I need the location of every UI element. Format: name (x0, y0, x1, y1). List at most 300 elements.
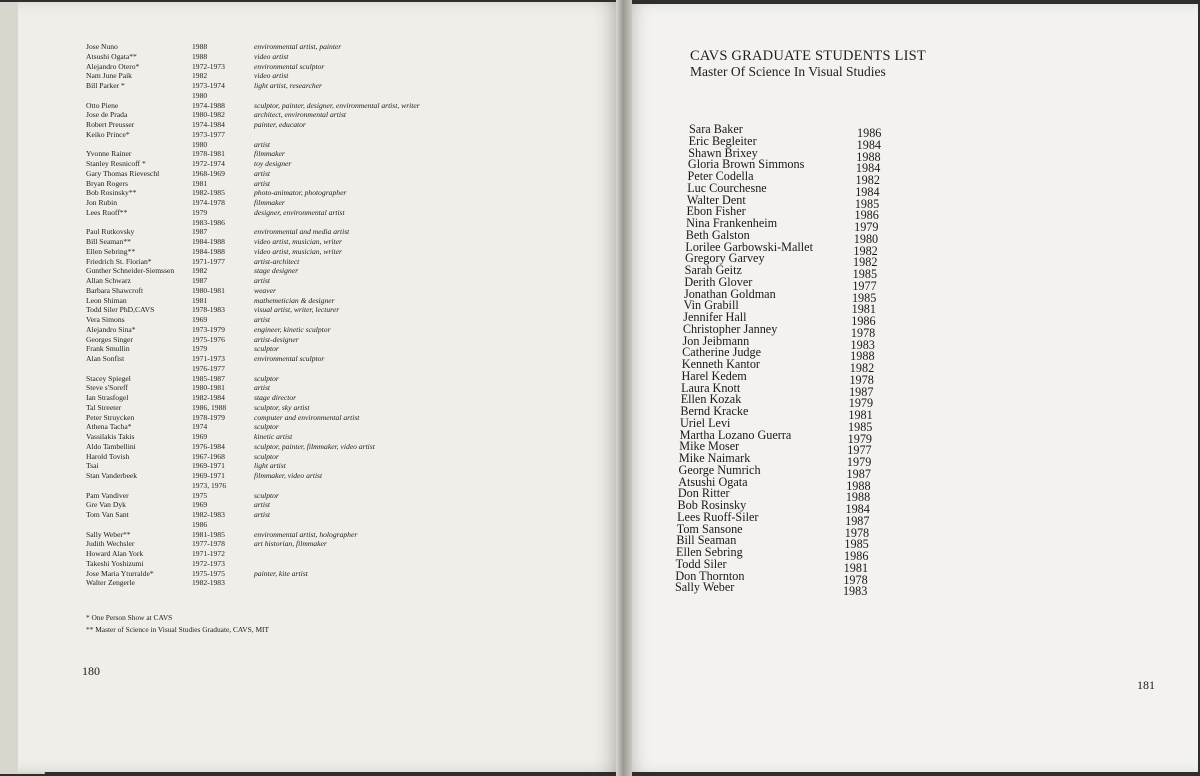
artist-name: Gunther Schneider-Siemssen (86, 266, 175, 276)
artist-entry (86, 130, 606, 140)
page-subtitle: Master Of Science In Visual Studies (690, 64, 886, 79)
artist-entry (86, 403, 606, 413)
student-name: Bob Rosinsky (677, 498, 747, 512)
artist-years: 1975-1976 (192, 334, 225, 344)
artist-description: art historian, filmmaker (254, 539, 327, 549)
artist-name: Bob Rosinsky** (86, 188, 137, 198)
artist-description: painter, educator (254, 120, 306, 129)
student-name: Mike Moser (679, 439, 740, 454)
artist-name: Steve s'Soreff (86, 383, 128, 393)
artist-description: environmental and media artist (254, 227, 350, 237)
student-name: Gloria Brown Simmons (687, 157, 805, 172)
artist-years: 1971-1977 (192, 256, 225, 266)
artist-description: stage director (254, 393, 297, 402)
artist-name: Alan Sonfist (86, 354, 125, 363)
artist-years: 1971-1972 (192, 549, 225, 558)
artist-name: Leon Shiman (86, 295, 127, 305)
artist-years: 1974 (192, 422, 208, 432)
artist-entry (86, 383, 606, 393)
artist-name: Bill Seaman** (86, 237, 131, 246)
artist-entry (86, 120, 606, 130)
footnote-msvs-graduate: ** Master of Science in Visual Studies Graduate, CAVS, MIT (86, 625, 269, 634)
artist-description: artist-designer (254, 334, 299, 344)
artist-name: Tal Streeter (86, 402, 122, 412)
artist-description: video artist, musician, writer (254, 246, 342, 256)
student-name: Ellen Sebring (676, 545, 743, 559)
artist-entry (86, 110, 606, 120)
artist-description: artist (254, 139, 271, 149)
student-name: Ellen Kozak (680, 392, 742, 407)
student-year: 1987 (846, 466, 871, 481)
artist-years: 1982 (192, 71, 208, 81)
artist-years: 1979 (192, 207, 208, 217)
artist-name: Ian Strasfogel (86, 393, 129, 402)
footnote-one-person-show: * One Person Show at CAVS (86, 613, 173, 622)
artist-name: Gre Van Dyk (86, 500, 126, 510)
student-name: Vin Grabill (683, 298, 739, 313)
student-name: Walter Dent (686, 192, 746, 207)
artist-entry (86, 237, 606, 247)
student-year: 1988 (856, 149, 881, 164)
student-year: 1982 (853, 255, 878, 270)
artist-years: 1974-1988 (192, 100, 225, 110)
artist-years: 1980 (192, 90, 208, 100)
artist-years: 1981 (192, 295, 208, 305)
artist-years: 1968-1969 (192, 168, 225, 178)
artist-years: 1978-1983 (192, 305, 225, 315)
student-year: 1982 (855, 173, 880, 187)
artist-entry (86, 305, 606, 315)
student-name: George Numrich (678, 462, 761, 477)
artist-entry (86, 461, 606, 471)
artist-entry (86, 452, 606, 462)
student-year: 1978 (850, 325, 876, 340)
student-year: 1987 (849, 384, 874, 399)
artist-name: Howard Alan York (86, 549, 144, 558)
student-year: 1977 (852, 278, 877, 293)
artist-years: 1985-1987 (192, 373, 225, 383)
artist-description: sculptor, painter, designer, environmental artist, writer (254, 100, 420, 110)
artist-description: artist (254, 276, 271, 285)
student-year: 1979 (854, 220, 879, 234)
artist-entry (86, 296, 606, 306)
artist-name: Sally Weber** (86, 529, 131, 539)
artist-name: Otto Piene (86, 100, 119, 110)
artist-name: Yvonne Rainer (86, 149, 132, 159)
artist-entry (86, 247, 606, 257)
artist-years: 1980 (192, 139, 208, 149)
artist-name: Peter Struycken (86, 412, 135, 422)
student-year: 1985 (854, 196, 880, 211)
artist-description: visual artist, writer, lecturer (254, 305, 340, 315)
artist-name: Nam June Paik (86, 71, 132, 81)
student-year: 1978 (843, 572, 868, 587)
artist-years: 1976-1984 (192, 441, 225, 451)
student-name: Bill Seaman (676, 533, 737, 548)
artist-years: 1980-1982 (192, 110, 225, 120)
artist-name: Barbara Shawcroft (86, 285, 144, 295)
student-year: 1981 (848, 408, 873, 422)
artist-entry (86, 188, 606, 198)
student-name: Todd Siler (675, 556, 727, 571)
artist-name: Lees Ruoff** (86, 207, 128, 217)
artist-name: Aldo Tambellini (86, 441, 136, 451)
title-block (690, 48, 926, 79)
artist-years: 1969 (192, 500, 208, 510)
student-name: Bernd Kracke (680, 404, 749, 418)
artist-entry (86, 101, 606, 111)
artist-description: sculptor, sky artist (254, 402, 310, 412)
artist-entry (86, 257, 606, 267)
artist-entry (86, 422, 606, 432)
artist-entry (86, 218, 606, 228)
student-name: Jennifer Hall (683, 310, 747, 324)
artist-entry (86, 42, 606, 52)
artist-name: Stan Vanderbeek (86, 471, 138, 480)
student-name: Lorilee Garbowski-Mallet (685, 239, 813, 254)
artist-entry (86, 179, 606, 189)
artist-entry (86, 149, 606, 159)
student-name: Don Thornton (675, 568, 745, 583)
artist-list (86, 42, 606, 588)
artist-years: 1982-1985 (192, 188, 225, 198)
student-name: Peter Codella (687, 169, 754, 183)
student-year: 1981 (843, 560, 869, 575)
artist-entry (86, 276, 606, 286)
artist-description: artist (254, 500, 271, 510)
artist-description: video artist, musician, writer (254, 237, 342, 246)
artist-entry (86, 62, 606, 72)
artist-description: video artist (254, 51, 289, 61)
artist-description: weaver (254, 285, 276, 295)
student-year: 1978 (849, 372, 874, 387)
artist-name: Alejandro Sina* (86, 324, 136, 334)
artist-name: Takeshi Yoshizumi (86, 558, 144, 568)
artist-years: 1983-1986 (192, 217, 225, 227)
artist-description: toy designer (254, 159, 292, 168)
artist-name: Gary Thomas Rieveschl (86, 168, 160, 178)
artist-name: Robert Preusser (86, 120, 135, 129)
student-year: 1986 (854, 208, 879, 223)
artist-description: designer, environmental artist (254, 207, 345, 217)
artist-description: environmental sculptor (254, 354, 325, 363)
artist-years: 1980-1981 (192, 383, 225, 393)
student-name: Sally Weber (674, 580, 735, 595)
artist-years: 1969 (192, 432, 208, 441)
artist-description: computer and environmental artist (254, 412, 360, 422)
student-name: Kenneth Kantor (681, 357, 760, 371)
artist-years: 1972-1973 (192, 558, 225, 568)
student-year: 1982 (853, 243, 878, 258)
artist-description: sculptor (254, 451, 279, 461)
artist-years: 1973-1974 (192, 81, 225, 90)
student-year: 1980 (853, 231, 879, 246)
artist-description: sculptor, painter, filmmaker, video artist (254, 441, 375, 451)
artist-name: Frank Smullin (86, 344, 130, 354)
artist-description: light artist, researcher (254, 81, 322, 90)
artist-name: Vera Simons (86, 315, 125, 324)
artist-description: kinetic artist (254, 432, 293, 441)
artist-years: 1982-1984 (192, 393, 225, 402)
artist-entry (86, 520, 606, 530)
artist-description: video artist (254, 71, 289, 81)
student-year: 1979 (846, 455, 872, 469)
artist-description: artist (254, 168, 271, 178)
artist-years: 1973, 1976 (192, 480, 227, 490)
student-year: 1984 (855, 161, 881, 176)
artist-name: Atsushi Ogata** (86, 51, 137, 61)
artist-name: Pam Vandiver (86, 490, 129, 500)
artist-years: 1987 (192, 227, 208, 237)
artist-description: sculptor (254, 373, 279, 383)
artist-description: stage designer (254, 266, 299, 276)
artist-entry (86, 510, 606, 520)
artist-description: light artist (254, 461, 286, 471)
student-year: 1985 (851, 290, 877, 305)
artist-entry (86, 227, 606, 237)
artist-entry (86, 471, 606, 481)
artist-description: artist (254, 315, 271, 324)
artist-description: artist-architect (254, 256, 300, 266)
student-year: 1983 (842, 584, 868, 599)
page-number-right: 181 (1137, 678, 1155, 692)
student-year: 1988 (850, 349, 875, 364)
page-number-left: 180 (82, 664, 100, 678)
student-year: 1984 (856, 137, 881, 152)
artist-entry (86, 374, 606, 384)
artist-years: 1982-1983 (192, 510, 225, 519)
artist-name: Alejandro Otero* (86, 61, 140, 71)
artist-entry (86, 549, 606, 559)
artist-description: sculptor (254, 490, 279, 500)
artist-entry (86, 71, 606, 81)
artist-name: Athena Tacha* (86, 422, 132, 432)
student-name: Christopher Janney (682, 321, 778, 336)
artist-entry (86, 491, 606, 501)
artist-entry (86, 354, 606, 364)
student-year: 1981 (851, 302, 876, 317)
artist-description: architect, environmental artist (254, 110, 347, 120)
artist-description: artist (254, 178, 271, 188)
student-name: Sara Baker (689, 122, 743, 136)
artist-name: Jon Rubin (86, 198, 118, 207)
artist-years: 1988 (192, 42, 208, 51)
artist-name: Georges Singer (86, 334, 133, 344)
artist-years: 1971-1973 (192, 354, 225, 363)
artist-description: artist (254, 383, 271, 393)
artist-years: 1977-1978 (192, 539, 225, 549)
student-name: Atsushi Ogata (678, 474, 748, 489)
artist-years: 1986 (192, 519, 208, 529)
student-name: Eric Begleiter (688, 133, 757, 148)
artist-years: 1984-1988 (192, 237, 225, 246)
artist-entry (86, 286, 606, 296)
artist-entry (86, 344, 606, 354)
artist-entry (86, 432, 606, 442)
artist-name: Jose Maria Yturralde* (86, 568, 154, 578)
artist-name: Judith Wechsler (86, 539, 135, 549)
artist-name: Allan Schwarz (86, 276, 131, 285)
artist-years: 1981 (192, 178, 208, 188)
artist-description: filmmaker (254, 198, 285, 207)
artist-entry (86, 393, 606, 403)
student-name: Shawn Brixey (688, 145, 758, 160)
student-year: 1985 (852, 267, 878, 281)
artist-description: painter, kite artist (254, 568, 308, 578)
artist-name: Tsai (86, 461, 99, 471)
student-name: Uriel Levi (680, 415, 731, 430)
student-year: 1988 (846, 478, 871, 493)
artist-years: 1975 (192, 490, 208, 500)
artist-description: environmental sculptor (254, 61, 325, 71)
student-name: Jonathan Goldman (683, 286, 776, 301)
student-year: 1979 (847, 431, 872, 446)
artist-entry (86, 442, 606, 452)
student-year: 1988 (845, 490, 871, 505)
artist-entry (86, 315, 606, 325)
artist-years: 1969-1971 (192, 471, 225, 480)
artist-description: filmmaker (254, 149, 285, 159)
artist-entry (86, 578, 606, 588)
artist-description: mathemetician & designer (254, 295, 335, 305)
artist-name: Walter Zengerle (86, 578, 135, 588)
artist-name: Paul Rutkovsky (86, 227, 135, 237)
student-name: Gregory Garvey (685, 251, 765, 266)
student-name: Nina Frankenheim (686, 216, 778, 230)
student-name: Mike Naimark (678, 451, 751, 465)
artist-description: artist (254, 510, 271, 519)
student-year: 1986 (844, 549, 869, 563)
artist-name: Jose de Prada (86, 110, 128, 120)
artist-description: filmmaker, video artist (254, 471, 323, 480)
student-name: Beth Galston (685, 227, 750, 242)
artist-entry (86, 169, 606, 179)
artist-name: Ellen Sebring** (86, 246, 136, 256)
student-name: Derith Glover (684, 274, 753, 289)
artist-name: Stacey Spiegel (86, 373, 131, 383)
artist-years: 1986, 1988 (192, 402, 227, 412)
student-name: Jon Jeibmann (682, 333, 750, 348)
artist-description: photo-animator, photographer (254, 188, 347, 198)
right-page (624, 4, 1198, 772)
artist-entry (86, 198, 606, 208)
artist-entry (86, 140, 606, 150)
artist-years: 1969-1971 (192, 461, 225, 471)
artist-years: 1974-1984 (192, 120, 225, 129)
student-name: Catherine Judge (682, 345, 762, 360)
artist-description: sculptor (254, 422, 279, 432)
student-year: 1985 (848, 419, 873, 434)
artist-entry (86, 159, 606, 169)
artist-years: 1988 (192, 51, 208, 61)
artist-name: Keiko Prince* (86, 129, 130, 139)
artist-name: Friedrich St. Florian* (86, 256, 152, 266)
student-year: 1986 (851, 314, 876, 328)
artist-name: Bryan Rogers (86, 178, 128, 188)
artist-years: 1975-1975 (192, 568, 225, 578)
artist-name: Vassilakis Takis (86, 432, 135, 441)
artist-entry (86, 500, 606, 510)
artist-description: engineer, kinetic sculptor (254, 324, 331, 334)
artist-entry (86, 539, 606, 549)
artist-entry (86, 569, 606, 579)
artist-years: 1984-1988 (192, 246, 225, 256)
artist-description: environmental artist, holographer (254, 529, 358, 539)
artist-entry (86, 413, 606, 423)
student-name: Luc Courchesne (687, 180, 767, 195)
artist-entry (86, 530, 606, 540)
student-year: 1985 (844, 537, 869, 552)
artist-entry (86, 364, 606, 374)
student-year: 1978 (844, 525, 870, 540)
artist-name: Stanley Resnicoff * (86, 159, 146, 168)
artist-entry (86, 208, 606, 218)
artist-years: 1982-1983 (192, 578, 225, 588)
artist-entry (86, 91, 606, 101)
artist-years: 1981-1985 (192, 529, 225, 539)
artist-entry (86, 481, 606, 491)
artist-years: 1987 (192, 276, 208, 285)
student-name: Martha Lozano Guerra (679, 427, 792, 442)
artist-entry (86, 52, 606, 62)
student-year: 1977 (847, 443, 872, 458)
student-name: Sarah Geitz (684, 263, 742, 277)
student-year: 1983 (850, 337, 875, 352)
student-year: 1979 (848, 396, 874, 411)
artist-name: Todd Siler PhD,CAVS (86, 305, 155, 315)
page-title: CAVS GRADUATE STUDENTS LIST (690, 48, 926, 64)
student-year: 1982 (849, 361, 875, 375)
artist-entry (86, 335, 606, 345)
artist-entry (86, 325, 606, 335)
artist-name: Harold Tovish (86, 451, 130, 461)
student-name: Don Ritter (677, 486, 730, 501)
student-name: Ebon Fisher (686, 204, 746, 219)
student-year: 1986 (857, 126, 882, 140)
student-year: 1987 (845, 513, 870, 528)
artist-years: 1980-1981 (192, 285, 225, 295)
student-year: 1984 (845, 502, 870, 516)
artist-years: 1979 (192, 344, 208, 354)
student-year: 1984 (855, 184, 880, 199)
artist-description: environmental artist, painter (254, 42, 342, 51)
artist-years: 1973-1979 (192, 324, 225, 334)
artist-name: Tom Van Sant (86, 510, 129, 519)
artist-years: 1972-1973 (192, 61, 225, 71)
artist-years: 1967-1968 (192, 451, 225, 461)
artist-name: Bill Parker * (86, 81, 125, 90)
artist-years: 1973-1977 (192, 129, 225, 139)
artist-years: 1976-1977 (192, 363, 225, 373)
artist-entry (86, 81, 606, 91)
book-gutter (616, 0, 632, 776)
student-name: Tom Sansone (676, 521, 743, 536)
artist-entry (86, 266, 606, 276)
student-name: Laura Knott (681, 380, 741, 395)
artist-years: 1978-1981 (192, 149, 225, 159)
artist-entry (86, 559, 606, 569)
artist-years: 1982 (192, 266, 208, 276)
artist-name: Jose Nuno (86, 42, 118, 51)
footnotes (86, 612, 269, 636)
artist-years: 1978-1979 (192, 412, 225, 422)
student-name: Harel Kedem (681, 368, 747, 383)
artist-description: sculptor (254, 344, 279, 354)
student-name: Lees Ruoff-Siler (677, 509, 759, 524)
artist-years: 1969 (192, 315, 208, 324)
artist-years: 1974-1978 (192, 198, 225, 207)
artist-years: 1972-1974 (192, 159, 225, 168)
